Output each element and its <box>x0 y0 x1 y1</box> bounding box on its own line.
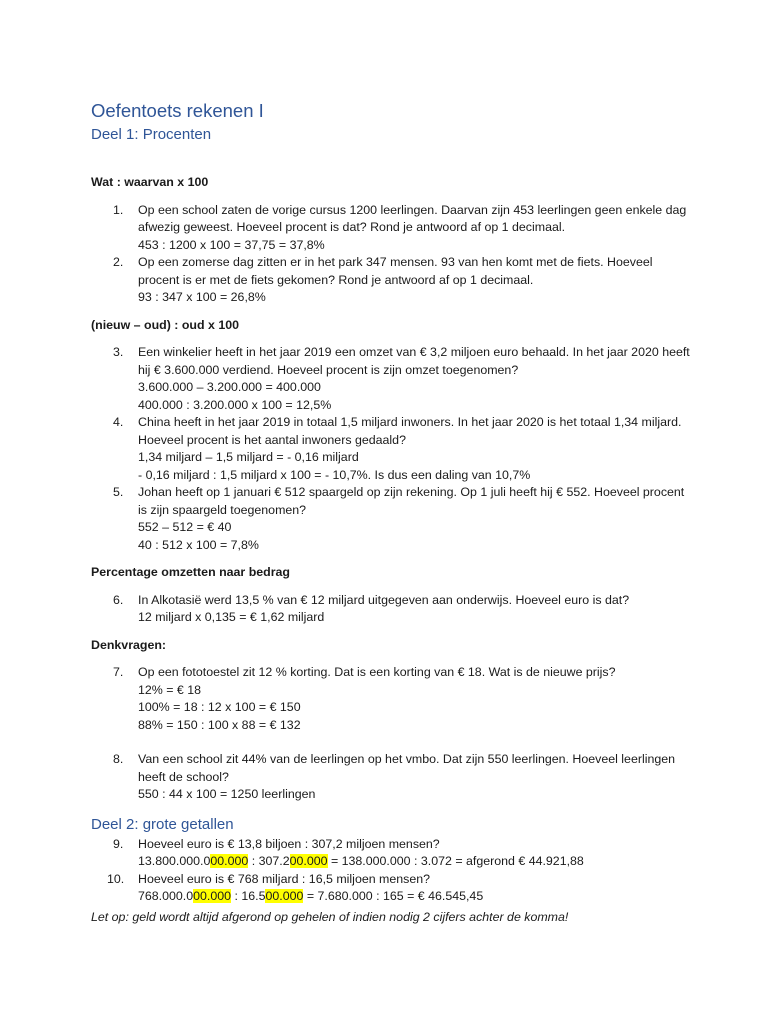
question-text: Van een school zit 44% van de leerlingen op het vmbo. Dat zijn 550 leerlingen. Hoeveel leerlingen heeft de school? <box>138 752 676 784</box>
section-wat-heading: Wat : waarvan x 100 <box>91 175 209 189</box>
answer-part: : 307.2 <box>248 854 290 868</box>
answer-part: 768.000.0 <box>138 889 194 903</box>
answer-part: 13.800.000.0 <box>138 854 211 868</box>
question-5 <box>91 484 691 554</box>
answer-part: = 138.000.000 : 3.072 = afgerond € 44.921,88 <box>327 854 584 868</box>
question-2 <box>91 254 691 307</box>
question-number: 4. <box>113 415 124 429</box>
question-3 <box>91 344 691 414</box>
question-number: 5. <box>113 485 124 499</box>
rounding-note: Let op: geld wordt altijd afgerond op gehelen of indien nodig 2 cijfers achter de komma! <box>91 909 569 924</box>
question-9 <box>91 836 691 871</box>
question-8 <box>91 751 691 804</box>
answer-line: 400.000 : 3.200.000 x 100 = 12,5% <box>138 397 332 412</box>
answer-line: 550 : 44 x 100 = 1250 leerlingen <box>138 787 316 801</box>
document-page <box>91 98 691 926</box>
highlighted-zeros: 00.000 <box>289 854 328 868</box>
answer-line: 453 : 1200 x 100 = 37,75 = 37,8% <box>138 237 325 252</box>
answer-part: = 7.680.000 : 165 = € 46.545,45 <box>303 889 484 903</box>
question-number: 7. <box>113 665 124 679</box>
highlighted-zeros: 00.000 <box>265 889 304 903</box>
question-number: 1. <box>113 202 124 217</box>
question-text: Op een zomerse dag zitten er in het park 347 mensen. 93 van hen komt met de fiets. Hoeveel procent is er met de fiets gekomen? Rond je antwoord af op 1 decimaal. <box>138 255 653 287</box>
answer-line <box>138 888 691 906</box>
deel1-heading: Deel 1: Procenten <box>91 126 212 143</box>
section-nieuw-heading: (nieuw – oud) : oud x 100 <box>91 317 240 332</box>
question-4 <box>91 414 691 484</box>
answer-line: 12% = € 18 <box>138 682 202 697</box>
question-text: Op een fototoestel zit 12 % korting. Dat is een korting van € 18. Wat is de nieuwe prijs? <box>138 665 616 679</box>
document-title: Oefentoets rekenen I <box>91 100 264 121</box>
question-number: 6. <box>113 592 124 607</box>
section-bedrag-heading: Percentage omzetten naar bedrag <box>91 565 291 579</box>
answer-line: 40 : 512 x 100 = 7,8% <box>138 537 259 552</box>
answer-part: : 16.5 <box>231 889 266 903</box>
highlighted-zeros: 00.000 <box>210 854 249 868</box>
answer-line: 1,34 miljard – 1,5 miljard = - 0,16 miljard <box>138 450 359 464</box>
question-number: 10. <box>107 871 125 886</box>
answer-line: 93 : 347 x 100 = 26,8% <box>138 290 266 304</box>
question-10 <box>91 871 691 906</box>
question-text: China heeft in het jaar 2019 in totaal 1,5 miljard inwoners. In het jaar 2020 is het totaal 1,34 miljard. Hoeveel procent is het aantal inwoners gedaald? <box>138 415 682 447</box>
question-7 <box>91 664 691 734</box>
question-1 <box>91 202 691 255</box>
question-text: In Alkotasië werd 13,5 % van € 12 miljard uitgegeven aan onderwijs. Hoeveel euro is dat? <box>138 592 630 607</box>
question-text: Hoeveel euro is € 768 miljard : 16,5 miljoen mensen? <box>138 871 431 886</box>
question-text: Een winkelier heeft in het jaar 2019 een omzet van € 3,2 miljoen euro behaald. In het jaar 2020 heeft hij € 3.600.000 verdiend. Hoeveel procent is zijn omzet toegenomen? <box>138 345 690 377</box>
question-number: 2. <box>113 255 124 269</box>
answer-line: 552 – 512 = € 40 <box>138 520 232 534</box>
question-6 <box>91 592 691 627</box>
question-number: 3. <box>113 345 124 359</box>
question-text: Op een school zaten de vorige cursus 1200 leerlingen. Daarvan zijn 453 leerlingen geen enkele dag afwezig geweest. Hoeveel procent is dat? Rond je antwoord af op 1 decimaal. <box>138 202 687 234</box>
question-text: Hoeveel euro is € 13,8 biljoen : 307,2 miljoen mensen? <box>138 836 440 851</box>
answer-line: - 0,16 miljard : 1,5 miljard x 100 = - 10,7%. Is dus een daling van 10,7% <box>138 467 531 482</box>
answer-line <box>138 853 691 871</box>
question-text: Johan heeft op 1 januari € 512 spaargeld op zijn rekening. Op 1 juli heeft hij € 552. Hoeveel procent is zijn spaargeld toegenomen? <box>138 485 685 517</box>
answer-line: 12 miljard x 0,135 = € 1,62 miljard <box>138 610 325 624</box>
highlighted-zeros: 00.000 <box>193 889 232 903</box>
question-number: 9. <box>113 836 124 851</box>
answer-line: 88% = 150 : 100 x 88 = € 132 <box>138 717 301 732</box>
question-number: 8. <box>113 752 124 766</box>
section-denk-heading: Denkvragen: <box>91 637 167 652</box>
deel2-heading: Deel 2: grote getallen <box>91 815 234 833</box>
answer-line: 3.600.000 – 3.200.000 = 400.000 <box>138 380 321 394</box>
answer-line: 100% = 18 : 12 x 100 = € 150 <box>138 700 301 714</box>
